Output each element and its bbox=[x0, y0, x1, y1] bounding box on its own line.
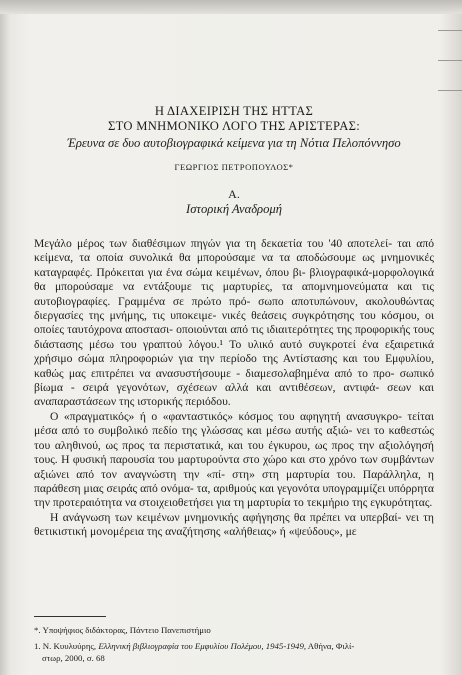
footnote-1-continuation: στωρ, 2000, σ. 68 bbox=[42, 653, 105, 664]
section-title: Ιστορική Αναδρομή bbox=[186, 202, 282, 216]
page-top-shadow bbox=[0, 0, 462, 14]
footnote-1-suffix: , Αθήνα, Φιλί- bbox=[303, 641, 355, 652]
body-paragraph: Μεγάλο μέρος των διαθέσιμων πηγών για τη δεκαετία του '40 αποτελεί- ται από κείμενα, τα οποία συνολικά θα μπορούσαμε να τα αποδώσουμε ως μνημονικές καταγραφές. Πρόκειται για ένα σώμα κειμένων, όπου βι- βλιογραφικά-μορφολογικά θα μπορούσαμε να εντάξουμε τις μαρτυρίες, τα απομνημονεύματα και τις αυτοβιογραφίες. Γραμμένα σε πρώτο πρό- σωπο αποτυπώνουν, ακολουθώντας διεργασίες της μνήμης, τις υποκειμε- νικές θεάσεις συγκρότησης του κόσμου, οι οποίες ταυτόχρονα αποστασι- οποιούνται από τις ιδιαιτερότητες της προφορικής τους διάστασης μέσω του γραπτού λόγου.¹ Το υλικό αυτό συγκροτεί ένα εξαιρετικά χρήσιμο σώμα πληροφοριών για την περίοδο της Αντίστασης και του Εμφυλίου, καθώς μας επιτρέπει να ανασυστήσουμε - διαμεσολαβημένα από το προ- σωπικό βίωμα - σειρά γεγονότων, σχέσεων αλλά και αντιθέσεων, αντιφά- σεων και αναπαραστάσεων της ιστορικής περιόδου. bbox=[34, 237, 434, 409]
margin-bleed-line bbox=[438, 30, 462, 31]
body-paragraph: Ο «πραγματικός» ή ο «φανταστικός» κόσμος του αφηγητή ανασυγκρο- τείται μέσα από το συμβολικό πεδίο της γλώσσας και μέσω αυτής αξιώ- νει το καθεστώς του αληθινού, ως προς τα περιστατικά, και του έγκυρου, ως προς την αξιολόγησή τους. Η φυσική παρουσία του μαρτυρούντα στο χώρο και στο χρόνο των συμβάντων αξιώνει από τον αναγνώστη την «πί- στη» στη μαρτυρία του. Παράλληλα, η παράθεση μιας σειράς από ονόμα- τα, αριθμούς και γεγονότα υπογραμμίζει υπόρρητα την προτεραιότητα να στοιχειοθετήσει για τη μαρτυρία το τεκμήριο της εγκυρότητας. bbox=[34, 409, 434, 510]
body-text bbox=[34, 237, 434, 540]
footnote-1 bbox=[34, 640, 434, 664]
author-name: ΓΕΩΡΓΙΟΣ ΠΕΤΡΟΠΟΥΛΟΣ* bbox=[174, 162, 294, 172]
footnote-1-book-title: Ελληνική βιβλιογραφία του Εμφυλίου Πολέμου, 1945-1949 bbox=[98, 641, 304, 652]
article-title-line-2: ΣΤΟ ΜΝΗΜΟΝΙΚΟ ΛΟΓΟ ΤΗΣ ΑΡΙΣΤΕΡΑΣ: bbox=[107, 119, 361, 133]
footnote-star: *. Υποψήφιος διδάκτορας, Πάντειο Πανεπιστήμιο bbox=[34, 625, 211, 635]
margin-bleed-line bbox=[438, 90, 462, 91]
article-subtitle: Έρευνα σε δυο αυτοβιογραφικά κείμενα για τη Νότια Πελοπόννησο bbox=[67, 136, 401, 150]
article-content bbox=[34, 104, 434, 540]
section-number: Α. bbox=[228, 187, 240, 201]
footnote-separator bbox=[34, 616, 106, 617]
article-title-line-1: Η ΔΙΑΧΕΙΡΙΣΗ ΤΗΣ ΗΤΤΑΣ bbox=[154, 104, 314, 118]
body-paragraph: Η ανάγνωση των κειμένων μνημονικής αφήγησης θα πρέπει να υπερβαί- νει τη θετικιστική μονομέρεια της αναζήτησης «αλήθειας» ή «ψεύδους», με bbox=[34, 510, 434, 539]
margin-bleed-line bbox=[438, 60, 462, 61]
footnote-1-prefix: 1. Ν. Κυυλυύρης, bbox=[34, 641, 99, 652]
footnotes bbox=[34, 624, 434, 665]
